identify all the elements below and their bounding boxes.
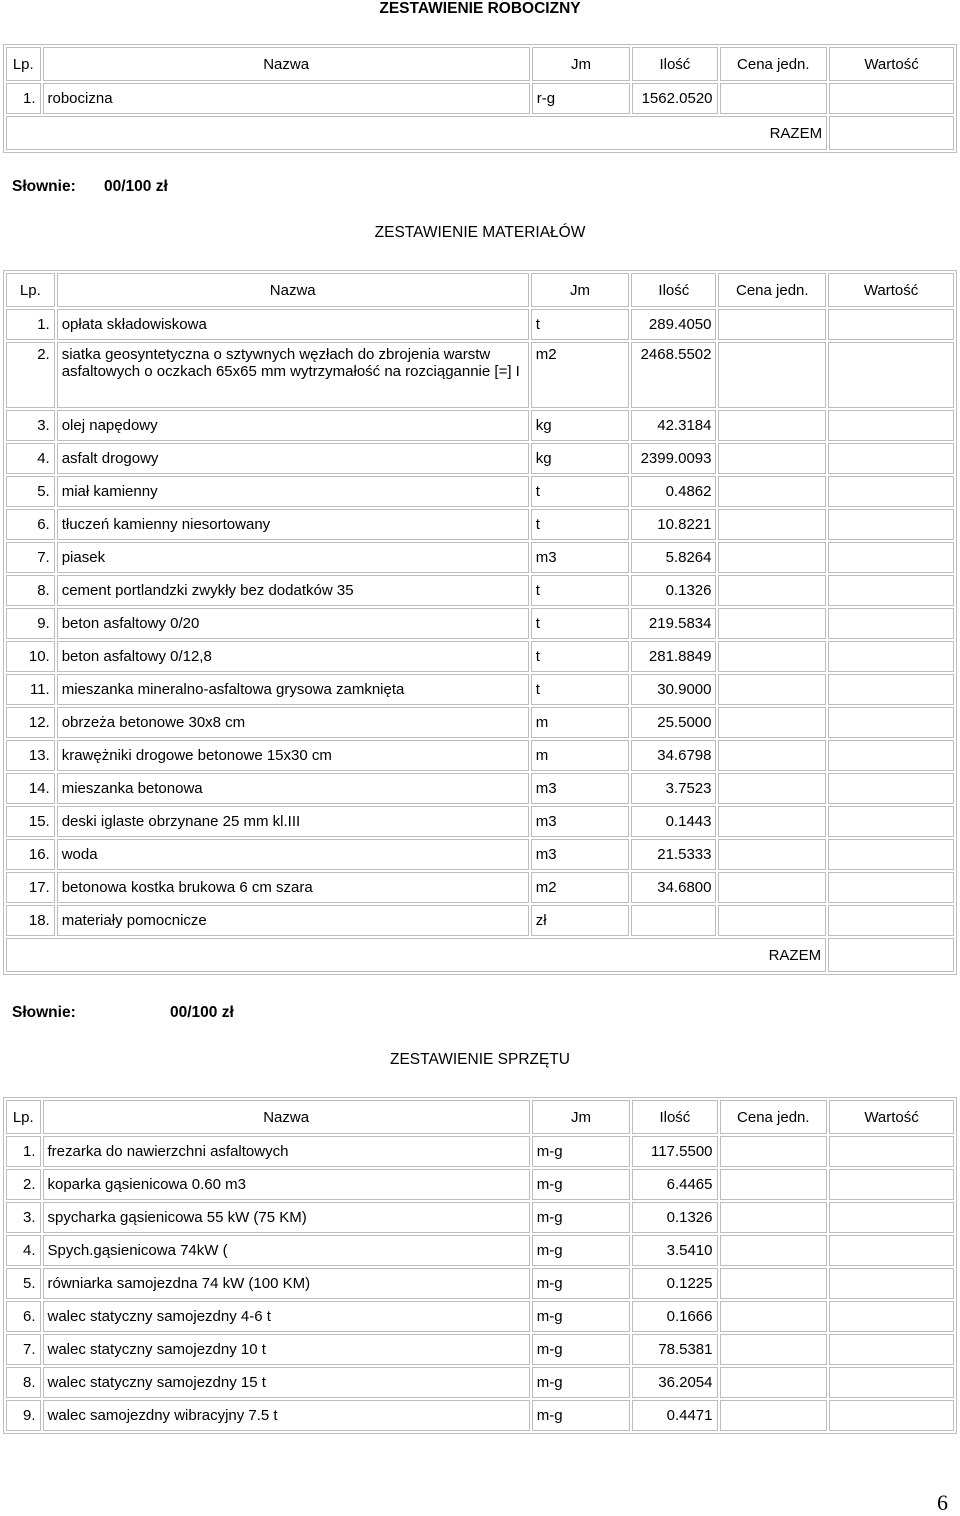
cell-lp: 11. (6, 674, 55, 705)
cell-wartosc (829, 1301, 954, 1332)
header-jm: Jm (532, 47, 630, 81)
cell-ilosc: 117.5500 (632, 1136, 717, 1167)
table-row (6, 1400, 954, 1431)
cell-lp: 8. (6, 1367, 41, 1398)
cell-cena (718, 773, 826, 804)
table-row (6, 707, 954, 738)
cell-lp: 6. (6, 509, 55, 540)
header-lp: Lp. (6, 47, 41, 81)
table-row (6, 542, 954, 573)
cell-lp: 3. (6, 1202, 41, 1233)
cell-nazwa: materiały pomocnicze (57, 905, 529, 936)
cell-cena (720, 1367, 828, 1398)
cell-ilosc: 0.4471 (632, 1400, 717, 1431)
cell-jm: t (531, 641, 629, 672)
cell-wartosc (828, 641, 954, 672)
razem-value (829, 116, 954, 150)
cell-wartosc (829, 1169, 954, 1200)
table-row (6, 905, 954, 936)
header-nazwa: Nazwa (43, 1100, 530, 1134)
cell-nazwa: beton asfaltowy 0/12,8 (57, 641, 529, 672)
cell-jm: m (531, 707, 629, 738)
header-jm: Jm (531, 273, 629, 307)
razem-value (828, 938, 954, 972)
cell-jm: m2 (531, 342, 629, 408)
cell-nazwa: mieszanka betonowa (57, 773, 529, 804)
cell-nazwa: siatka geosyntetyczna o sztywnych węzłach do zbrojenia warstw asfaltowych o oczkach 65x65 mm wytrzymałość na rozciągannie [=] I (57, 342, 529, 408)
cell-wartosc (829, 1136, 954, 1167)
cell-lp: 16. (6, 839, 55, 870)
cell-cena (720, 1235, 828, 1266)
cell-ilosc: 219.5834 (631, 608, 716, 639)
materialy-slownie-label: Słownie: (12, 1004, 76, 1021)
table-row (6, 872, 954, 903)
cell-jm: t (531, 674, 629, 705)
cell-wartosc (828, 476, 954, 507)
cell-cena (718, 443, 826, 474)
razem-row (6, 938, 954, 972)
cell-cena (718, 707, 826, 738)
cell-ilosc: 42.3184 (631, 410, 716, 441)
header-ilosc: Ilość (631, 273, 716, 307)
table-row (6, 1334, 954, 1365)
cell-ilosc: 2468.5502 (631, 342, 716, 408)
cell-ilosc: 0.1443 (631, 806, 716, 837)
cell-jm: m-g (532, 1136, 630, 1167)
cell-wartosc (829, 1334, 954, 1365)
header-nazwa: Nazwa (43, 47, 530, 81)
cell-jm: t (531, 476, 629, 507)
cell-cena (718, 674, 826, 705)
cell-nazwa: miał kamienny (57, 476, 529, 507)
cell-jm: m3 (531, 839, 629, 870)
cell-cena (720, 1400, 828, 1431)
table-row (6, 1202, 954, 1233)
cell-cena (718, 575, 826, 606)
robocizna-slownie-label: Słownie: (12, 178, 76, 195)
cell-cena (720, 1136, 828, 1167)
cell-wartosc (828, 342, 954, 408)
table-header-row (6, 273, 954, 307)
cell-lp: 12. (6, 707, 55, 738)
table-row (6, 342, 954, 408)
cell-lp: 1. (6, 83, 41, 114)
cell-jm: kg (531, 443, 629, 474)
table-row (6, 476, 954, 507)
cell-cena (718, 410, 826, 441)
cell-jm: m-g (532, 1169, 630, 1200)
cell-cena (718, 509, 826, 540)
table-row (6, 674, 954, 705)
cell-wartosc (828, 839, 954, 870)
cell-nazwa: woda (57, 839, 529, 870)
header-jm: Jm (532, 1100, 630, 1134)
table-row (6, 839, 954, 870)
cell-cena (718, 740, 826, 771)
table-row (6, 773, 954, 804)
cell-wartosc (828, 509, 954, 540)
cell-cena (718, 806, 826, 837)
cell-cena (720, 1202, 828, 1233)
cell-lp: 10. (6, 641, 55, 672)
cell-jm: m-g (532, 1301, 630, 1332)
header-ilosc: Ilość (632, 47, 717, 81)
cell-ilosc: 10.8221 (631, 509, 716, 540)
cell-jm: m-g (532, 1334, 630, 1365)
cell-nazwa: asfalt drogowy (57, 443, 529, 474)
cell-jm: t (531, 509, 629, 540)
cell-cena (718, 342, 826, 408)
razem-row (6, 116, 954, 150)
cell-cena (718, 608, 826, 639)
cell-wartosc (828, 309, 954, 340)
cell-lp: 9. (6, 1400, 41, 1431)
cell-wartosc (828, 806, 954, 837)
cell-ilosc: 0.1326 (631, 575, 716, 606)
cell-lp: 7. (6, 542, 55, 573)
cell-ilosc: 2399.0093 (631, 443, 716, 474)
table-row (6, 1268, 954, 1299)
cell-jm: r-g (532, 83, 630, 114)
cell-nazwa: Spych.gąsienicowa 74kW ( (43, 1235, 530, 1266)
cell-cena (718, 641, 826, 672)
razem-label: RAZEM (6, 938, 826, 972)
cell-lp: 3. (6, 410, 55, 441)
sprzet-table (3, 1097, 957, 1434)
cell-jm: m3 (531, 773, 629, 804)
cell-ilosc: 281.8849 (631, 641, 716, 672)
cell-cena (720, 1301, 828, 1332)
cell-ilosc: 3.5410 (632, 1235, 717, 1266)
header-cena: Cena jedn. (720, 47, 828, 81)
cell-ilosc: 3.7523 (631, 773, 716, 804)
cell-wartosc (828, 443, 954, 474)
cell-nazwa: robocizna (43, 83, 530, 114)
cell-nazwa: walec statyczny samojezdny 4-6 t (43, 1301, 530, 1332)
cell-lp: 13. (6, 740, 55, 771)
table-row (6, 1169, 954, 1200)
cell-lp: 6. (6, 1301, 41, 1332)
cell-nazwa: cement portlandzki zwykły bez dodatków 35 (57, 575, 529, 606)
cell-ilosc: 1562.0520 (632, 83, 717, 114)
header-cena: Cena jedn. (720, 1100, 828, 1134)
header-lp: Lp. (6, 273, 55, 307)
cell-ilosc: 34.6800 (631, 872, 716, 903)
cell-nazwa: opłata składowiskowa (57, 309, 529, 340)
cell-wartosc (828, 608, 954, 639)
cell-wartosc (829, 1268, 954, 1299)
cell-nazwa: frezarka do nawierzchni asfaltowych (43, 1136, 530, 1167)
table-header-row (6, 1100, 954, 1134)
cell-lp: 7. (6, 1334, 41, 1365)
table-row (6, 309, 954, 340)
razem-label: RAZEM (6, 116, 827, 150)
header-wartosc: Wartość (828, 273, 954, 307)
cell-cena (720, 83, 828, 114)
cell-ilosc: 0.1666 (632, 1301, 717, 1332)
cell-nazwa: betonowa kostka brukowa 6 cm szara (57, 872, 529, 903)
table-row (6, 641, 954, 672)
robocizna-slownie-value: 00/100 zł (104, 178, 168, 195)
cell-lp: 4. (6, 443, 55, 474)
cell-nazwa: tłuczeń kamienny niesortowany (57, 509, 529, 540)
cell-lp: 14. (6, 773, 55, 804)
cell-wartosc (829, 83, 954, 114)
table-header-row (6, 47, 954, 81)
cell-lp: 17. (6, 872, 55, 903)
cell-cena (718, 542, 826, 573)
cell-wartosc (828, 740, 954, 771)
table-row (6, 1301, 954, 1332)
cell-cena (718, 839, 826, 870)
cell-ilosc: 0.1225 (632, 1268, 717, 1299)
cell-lp: 5. (6, 476, 55, 507)
cell-wartosc (829, 1235, 954, 1266)
cell-nazwa: beton asfaltowy 0/20 (57, 608, 529, 639)
cell-ilosc: 34.6798 (631, 740, 716, 771)
cell-ilosc: 78.5381 (632, 1334, 717, 1365)
cell-lp: 18. (6, 905, 55, 936)
cell-nazwa: krawężniki drogowe betonowe 15x30 cm (57, 740, 529, 771)
cell-wartosc (828, 905, 954, 936)
cell-cena (718, 309, 826, 340)
header-wartosc: Wartość (829, 1100, 954, 1134)
table-row (6, 608, 954, 639)
cell-ilosc (631, 905, 716, 936)
cell-cena (718, 872, 826, 903)
table-row (6, 509, 954, 540)
cell-jm: zł (531, 905, 629, 936)
cell-ilosc: 25.5000 (631, 707, 716, 738)
header-nazwa: Nazwa (57, 273, 529, 307)
table-row (6, 1235, 954, 1266)
cell-ilosc: 30.9000 (631, 674, 716, 705)
cell-wartosc (828, 872, 954, 903)
cell-cena (720, 1334, 828, 1365)
robocizna-table (3, 44, 957, 153)
cell-wartosc (828, 410, 954, 441)
table-row (6, 410, 954, 441)
cell-nazwa: deski iglaste obrzynane 25 mm kl.III (57, 806, 529, 837)
cell-jm: m3 (531, 806, 629, 837)
cell-wartosc (828, 575, 954, 606)
cell-wartosc (829, 1202, 954, 1233)
table-row (6, 575, 954, 606)
cell-lp: 4. (6, 1235, 41, 1266)
cell-wartosc (828, 674, 954, 705)
cell-ilosc: 0.4862 (631, 476, 716, 507)
cell-wartosc (828, 707, 954, 738)
cell-jm: t (531, 575, 629, 606)
cell-jm: m-g (532, 1400, 630, 1431)
cell-nazwa: walec statyczny samojezdny 15 t (43, 1367, 530, 1398)
cell-lp: 1. (6, 1136, 41, 1167)
materialy-slownie-value: 00/100 zł (170, 1004, 234, 1021)
materialy-table (3, 270, 957, 975)
cell-lp: 8. (6, 575, 55, 606)
cell-jm: m-g (532, 1268, 630, 1299)
cell-ilosc: 5.8264 (631, 542, 716, 573)
robocizna-title: ZESTAWIENIE ROBOCIZNY (379, 0, 581, 17)
cell-nazwa: mieszanka mineralno-asfaltowa grysowa zamknięta (57, 674, 529, 705)
cell-jm: m2 (531, 872, 629, 903)
cell-ilosc: 36.2054 (632, 1367, 717, 1398)
cell-jm: kg (531, 410, 629, 441)
cell-nazwa: obrzeża betonowe 30x8 cm (57, 707, 529, 738)
header-cena: Cena jedn. (718, 273, 826, 307)
cell-jm: t (531, 608, 629, 639)
cell-nazwa: spycharka gąsienicowa 55 kW (75 KM) (43, 1202, 530, 1233)
cell-jm: m (531, 740, 629, 771)
cell-jm: t (531, 309, 629, 340)
header-wartosc: Wartość (829, 47, 954, 81)
cell-nazwa: równiarka samojezdna 74 kW (100 KM) (43, 1268, 530, 1299)
cell-lp: 2. (6, 1169, 41, 1200)
table-row (6, 740, 954, 771)
cell-nazwa: walec samojezdny wibracyjny 7.5 t (43, 1400, 530, 1431)
cell-lp: 15. (6, 806, 55, 837)
header-ilosc: Ilość (632, 1100, 717, 1134)
sprzet-title: ZESTAWIENIE SPRZĘTU (390, 1051, 570, 1068)
table-row (6, 1367, 954, 1398)
table-row (6, 806, 954, 837)
cell-wartosc (828, 542, 954, 573)
cell-nazwa: piasek (57, 542, 529, 573)
cell-lp: 5. (6, 1268, 41, 1299)
cell-nazwa: koparka gąsienicowa 0.60 m3 (43, 1169, 530, 1200)
cell-wartosc (829, 1367, 954, 1398)
cell-ilosc: 6.4465 (632, 1169, 717, 1200)
header-lp: Lp. (6, 1100, 41, 1134)
cell-cena (720, 1169, 828, 1200)
cell-ilosc: 21.5333 (631, 839, 716, 870)
cell-cena (718, 476, 826, 507)
cell-jm: m-g (532, 1235, 630, 1266)
cell-wartosc (829, 1400, 954, 1431)
cell-lp: 9. (6, 608, 55, 639)
cell-ilosc: 289.4050 (631, 309, 716, 340)
cell-lp: 2. (6, 342, 55, 408)
cell-jm: m3 (531, 542, 629, 573)
cell-nazwa: olej napędowy (57, 410, 529, 441)
cell-jm: m-g (532, 1367, 630, 1398)
table-row (6, 83, 954, 114)
cell-nazwa: walec statyczny samojezdny 10 t (43, 1334, 530, 1365)
cell-cena (720, 1268, 828, 1299)
cell-cena (718, 905, 826, 936)
cell-lp: 1. (6, 309, 55, 340)
page-number: 6 (937, 1490, 948, 1515)
cell-ilosc: 0.1326 (632, 1202, 717, 1233)
table-row (6, 443, 954, 474)
table-row (6, 1136, 954, 1167)
materialy-title: ZESTAWIENIE MATERIAŁÓW (374, 224, 586, 241)
cell-jm: m-g (532, 1202, 630, 1233)
cell-wartosc (828, 773, 954, 804)
